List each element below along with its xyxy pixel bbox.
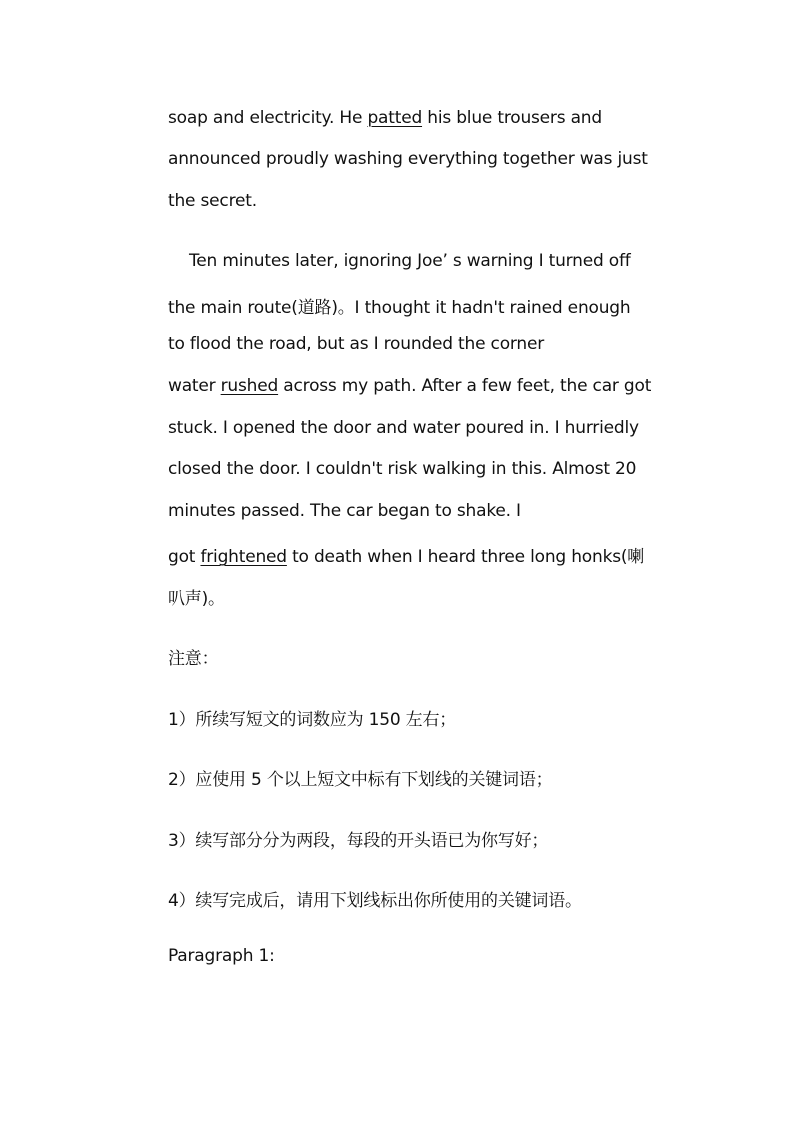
story-line: minutes passed. The car began to shake. I bbox=[168, 501, 521, 521]
story-line bbox=[168, 542, 644, 567]
keyword-underlined: frightened bbox=[200, 547, 287, 567]
note-item: 4）续写完成后，请用下划线标出你所使用的关键词语。 bbox=[168, 891, 582, 911]
story-line-indented: Ten minutes later, ignoring Joe’ s warning I turned off bbox=[189, 251, 631, 271]
keyword-underlined: rushed bbox=[220, 376, 279, 396]
story-line bbox=[168, 108, 602, 128]
story-line bbox=[168, 376, 651, 396]
text-run: his blue trousers and bbox=[422, 108, 602, 128]
story-line: announced proudly washing everything together was just bbox=[168, 149, 648, 169]
note-item: 2）应使用 5 个以上短文中标有下划线的关键词语； bbox=[168, 770, 553, 790]
note-item: 3）续写部分分为两段，每段的开头语已为你写好； bbox=[168, 831, 549, 851]
text-run: soap and electricity. He bbox=[168, 108, 368, 128]
text-run: water bbox=[168, 376, 221, 396]
notes-title: 注意： bbox=[168, 649, 219, 669]
note-item: 1）所续写短文的词数应为 150 左右； bbox=[168, 710, 457, 730]
text-run: across my path. After a few feet, the car got bbox=[278, 376, 652, 396]
keyword-underlined: patted bbox=[367, 108, 423, 128]
story-line: stuck. I opened the door and water poured in. I hurriedly bbox=[168, 418, 639, 438]
story-line: 叭声)。 bbox=[168, 589, 225, 609]
text-run: got bbox=[168, 547, 201, 567]
story-line: to flood the road, but as I rounded the corner bbox=[168, 334, 545, 354]
text-run: to death when I heard three long honks(喇 bbox=[286, 547, 645, 567]
story-line: the secret. bbox=[168, 191, 257, 211]
story-line: the main route(道路)。I thought it hadn't rained enough bbox=[168, 298, 631, 318]
story-line: closed the door. I couldn't risk walking in this. Almost 20 bbox=[168, 459, 637, 479]
paragraph-label: Paragraph 1: bbox=[168, 946, 275, 966]
